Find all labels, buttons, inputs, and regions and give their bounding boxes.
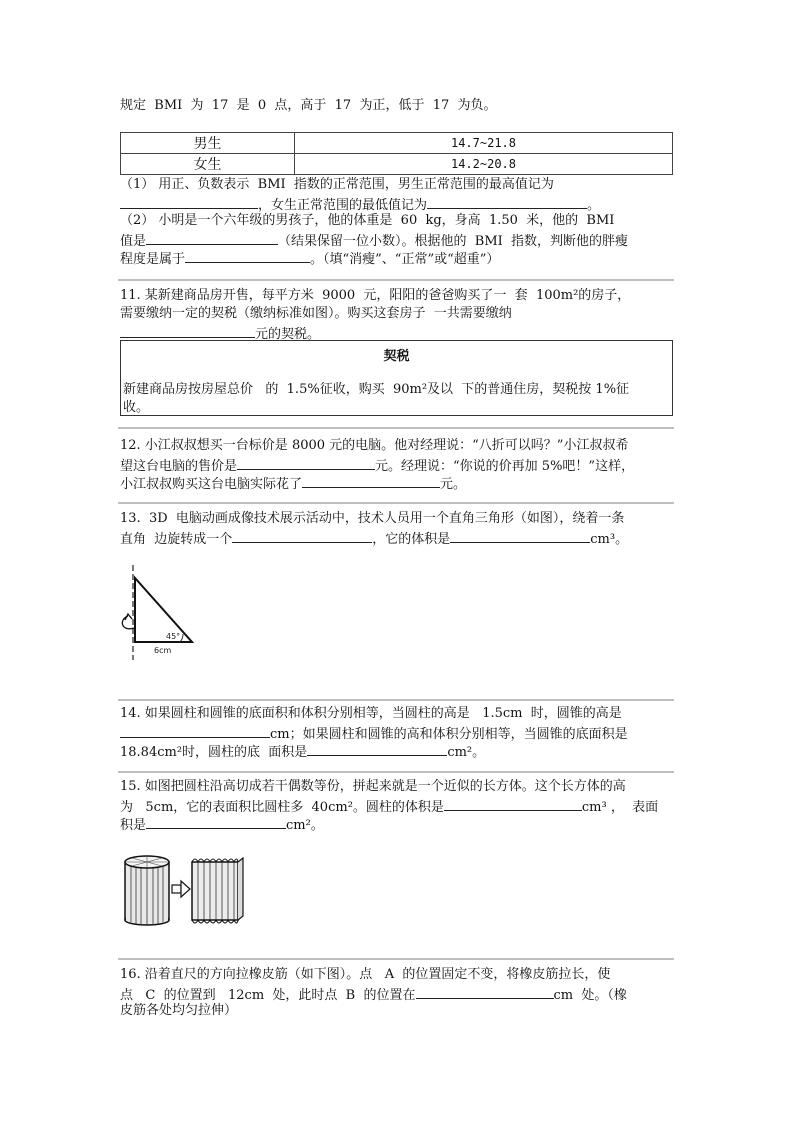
q11-line-1: 11. 某新建商品房开售，每平方米 9000 元，阳阳的爸爸购买了一 套 100m²的房子， — [120, 288, 631, 303]
text: 为 5cm，它的表面积比圆柱多 40cm²。圆柱的体积是 — [120, 800, 444, 815]
separator — [118, 502, 674, 504]
table-cell-range: 14.2~20.8 — [295, 154, 673, 175]
text: （结果保留一位小数）。根据他的 BMI 指数，判断他的胖瘦 — [278, 234, 629, 249]
text: cm；如果圆柱和圆锥的高和体积分别相等，当圆锥的底面积是 — [270, 727, 628, 742]
answer-blank[interactable] — [120, 194, 258, 209]
answer-blank[interactable] — [120, 323, 255, 338]
q11-line-2: 需要缴纳一定的契税（缴纳标准如图）。购买这套房子 一共需要缴纳 — [120, 306, 512, 321]
table-row — [121, 154, 673, 175]
answer-blank[interactable] — [237, 455, 375, 470]
text: 小江叔叔购买这台电脑实际花了 — [120, 477, 303, 492]
bmi-table — [120, 132, 673, 175]
answer-blank[interactable] — [444, 796, 582, 811]
text: 积是 — [120, 818, 147, 833]
table-cell-label: 男生 — [121, 133, 295, 154]
q15-line-1: 15. 如图把圆柱沿高切成若干偶数等份，拼起来就是一个近似的长方体。这个长方体的高 — [120, 779, 626, 794]
intro-text: 规定 BMI 为 17 是 0 点，高于 17 为正，低于 17 为负。 — [120, 98, 497, 113]
answer-blank[interactable] — [450, 528, 590, 543]
text: cm 处。（橡 — [553, 988, 627, 1003]
text: 元。 — [440, 477, 467, 492]
q13-line-2 — [120, 528, 680, 549]
q14-line-1: 14. 如果圆柱和圆锥的底面积和体积分别相等，当圆柱的高是 1.5cm 时，圆锥的高是 — [120, 706, 622, 721]
text: ，它的体积是 — [372, 532, 451, 547]
text: 元。经理说：“你说的价再加 5%吧！”这样， — [375, 459, 635, 474]
text: cm²。 — [447, 745, 486, 760]
q16-line-3: 皮筋各处均匀拉伸） — [120, 1003, 238, 1018]
answer-blank[interactable] — [416, 984, 554, 999]
separator — [118, 699, 674, 701]
text: 。 — [587, 198, 601, 213]
right-triangle-figure — [114, 560, 214, 662]
box-title: 契税 — [383, 349, 410, 364]
angle-label: 45° — [166, 632, 181, 641]
text: 程度是属于 — [120, 252, 186, 267]
arrow-right-icon — [172, 881, 190, 897]
answer-blank[interactable] — [185, 248, 310, 263]
answer-blank[interactable] — [307, 741, 447, 756]
triangle-shape — [135, 578, 192, 642]
q12-line-3 — [120, 473, 680, 494]
answer-blank[interactable] — [302, 473, 440, 488]
tax-standard-box — [120, 340, 673, 416]
text: 值是 — [120, 234, 147, 249]
answer-blank[interactable] — [427, 194, 587, 209]
q-bmi-line-3: （2） 小明是一个六年级的男孩子，他的体重是 60 kg，身高 1.50 米，他的 BMI — [120, 213, 615, 228]
separator — [118, 958, 674, 960]
q13-line-1: 13. 3D 电脑动画成像技术展示活动中，技术人员用一个直角三角形（如图），绕着一条 — [120, 511, 625, 526]
text: 18.84cm²时，圆柱的底 面积是 — [120, 745, 308, 760]
answer-blank[interactable] — [146, 230, 278, 245]
base-label: 6cm — [154, 646, 172, 655]
q-bmi-line-1: （1） 用正、负数表示 BMI 指数的正常范围，男生正常范围的最高值记为 — [120, 177, 554, 192]
q14-line-3 — [120, 741, 680, 762]
table-cell-range: 14.7~21.8 — [295, 133, 673, 154]
text: 收。 — [123, 400, 150, 415]
cylinder-cut-figure — [122, 852, 248, 926]
cuboid-shape — [192, 858, 243, 923]
box-body — [123, 381, 629, 417]
table-row — [121, 133, 673, 154]
answer-blank[interactable] — [146, 814, 286, 829]
text: cm²。 — [286, 818, 324, 833]
separator — [118, 279, 674, 281]
separator — [118, 427, 674, 429]
text: 望这台电脑的售价是 — [120, 459, 238, 474]
text: cm³ ， 表面 — [581, 800, 659, 815]
text: 直角 边旋转成一个 — [120, 532, 233, 547]
table-cell-label: 女生 — [121, 154, 295, 175]
text: 新建商品房按房屋总价 的 1.5%征收，购买 90m²及以 下的普通住房，契税按 1%征 — [123, 382, 630, 397]
answer-blank[interactable] — [232, 528, 372, 543]
angle-arc — [180, 634, 183, 642]
text: cm³。 — [590, 532, 629, 547]
rotation-arrow-icon — [122, 616, 134, 629]
separator — [118, 771, 674, 773]
q16-line-1: 16. 沿着直尺的方向拉橡皮筋（如下图）。点 A 的位置固定不变，将橡皮筋拉长，使 — [120, 967, 611, 982]
text: ，女生正常范围的最低值记为 — [258, 198, 428, 213]
q15-line-3 — [120, 814, 680, 835]
text: 点 C 的位置到 12cm 处，此时点 B 的位置在 — [120, 988, 416, 1003]
q12-line-1: 12. 小江叔叔想买一台标价是 8000 元的电脑。他对经理说：“八折可以吗？”小江叔叔希 — [120, 438, 629, 453]
text: 元的契税。 — [255, 327, 321, 342]
arrowhead-icon — [125, 614, 132, 620]
q-bmi-line-5 — [120, 248, 680, 269]
text: 。（填“消瘦”、“正常”或“超重”） — [310, 252, 500, 267]
cylinder-shape — [125, 856, 169, 925]
answer-blank[interactable] — [120, 723, 270, 738]
